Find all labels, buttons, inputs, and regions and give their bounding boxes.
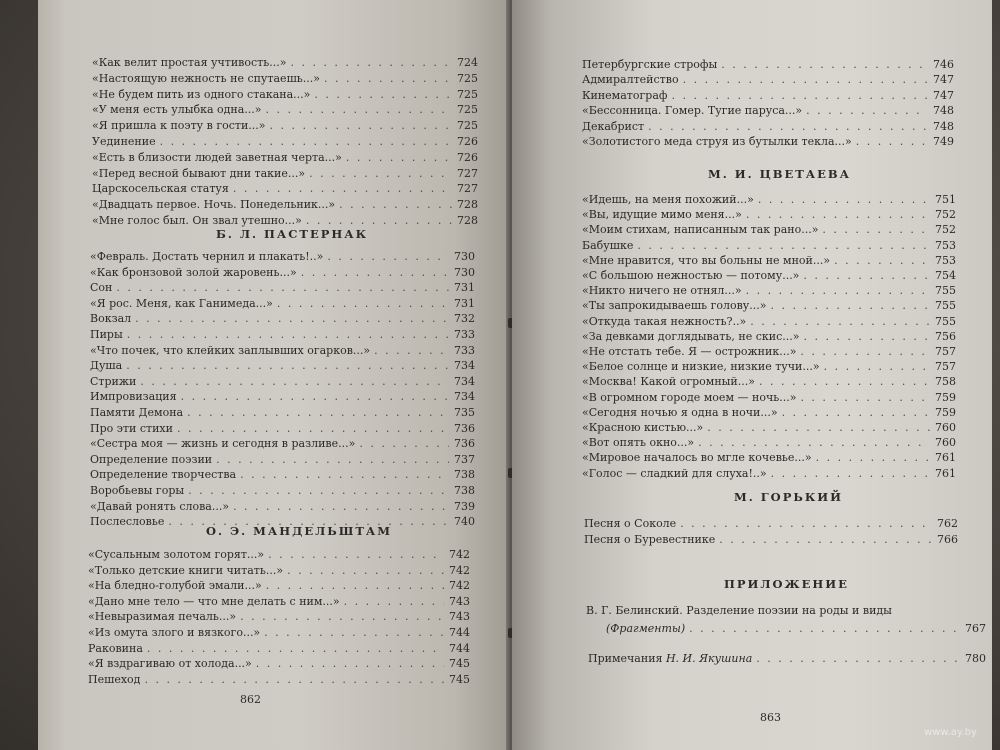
toc-entry (582, 330, 956, 344)
entry-page-number: 725 (457, 103, 478, 117)
entry-page-number: 759 (935, 390, 956, 404)
entry-page-number: 748 (933, 119, 954, 133)
toc-entry (582, 284, 956, 298)
entry-title: «Вот опять окно...» (582, 436, 695, 450)
toc-entry (582, 104, 954, 118)
toc-entry (88, 673, 470, 687)
page-number-left: 862 (240, 693, 261, 706)
toc-entry (584, 517, 958, 531)
toc-entry (90, 375, 475, 389)
entry-title: «Вы, идущие мимо меня...» (582, 208, 742, 222)
entry-page-number: 761 (935, 466, 956, 480)
entry-page-number: 760 (935, 421, 956, 434)
entry-title: «Я рос. Меня, как Ганимеда...» (90, 296, 273, 310)
entry-page-number: 754 (935, 269, 956, 282)
entry-page-number: 726 (457, 150, 478, 164)
toc-entry (92, 214, 478, 228)
entry-title: «Голос — сладкий для слуха!..» (582, 466, 767, 480)
entry-title: «Как велит простая учтивость...» (92, 56, 287, 69)
entry-page-number: 732 (454, 312, 475, 326)
toc-entry (92, 56, 478, 70)
entry-title: «Золотистого меда струя из бутылки текла...» (582, 135, 852, 148)
toc-entry (584, 533, 958, 547)
toc-entry (90, 468, 475, 482)
entry-title: «Что почек, что клейких заплывших огарков...» (90, 343, 371, 357)
entry-page-number: 753 (935, 238, 956, 252)
toc-entry (92, 103, 478, 117)
entry-page-number: 780 (965, 652, 986, 665)
toc-entry (582, 315, 956, 329)
entry-title: Бабушке (582, 238, 634, 252)
toc-entry (90, 422, 475, 436)
entry-page-number: 766 (937, 533, 958, 546)
toc-entry (582, 360, 956, 374)
toc-entry (582, 120, 954, 134)
entry-page-number: 738 (454, 484, 475, 497)
toc-entry (582, 436, 956, 450)
entry-page-number: 730 (454, 265, 475, 279)
entry-page-number: 726 (457, 135, 478, 148)
toc-entry (582, 345, 956, 359)
entry-title: Вокзал (90, 312, 132, 326)
entry-title: «Сусальным золотом горят...» (88, 548, 265, 561)
entry-page-number: 761 (935, 451, 956, 465)
entry-page-number: 735 (454, 406, 475, 419)
entry-title: Душа (90, 359, 123, 373)
entry-title: «Невыразимая печаль...» (88, 610, 237, 624)
entry-title: «У меня есть улыбка одна...» (92, 103, 262, 117)
entry-title: В. Г. Белинский. Разделение поэзии на роды и виды (586, 604, 892, 617)
toc-entry (582, 451, 956, 465)
entry-page-number: 734 (454, 374, 475, 388)
entry-page-number: 745 (449, 672, 470, 686)
entry-title: «Давай ронять слова...» (90, 499, 230, 513)
toc-entry (582, 135, 954, 149)
entry-page-number: 748 (933, 104, 954, 118)
entry-page-number: 725 (457, 119, 478, 133)
toc-entry (92, 182, 478, 196)
toc-entry (90, 437, 475, 451)
toc-entry (582, 269, 956, 283)
entry-page-number: 734 (454, 359, 475, 373)
entry-title: «Бессонница. Гомер. Тугие паруса...» (582, 104, 803, 118)
entry-page-number: 747 (933, 73, 954, 87)
entry-title: Стрижи (90, 374, 137, 388)
toc-entry (90, 484, 475, 498)
entry-title: «Москва! Какой огромный...» (582, 375, 755, 389)
toc-entry (582, 299, 956, 313)
entry-page-number: 733 (454, 328, 475, 341)
entry-title: Послесловье (90, 515, 165, 529)
toc-entry (90, 266, 475, 280)
entry-page-number: 746 (933, 58, 954, 71)
entry-page-number: 725 (457, 87, 478, 101)
entry-title: Определение поэзии (90, 452, 213, 466)
toc-entry (88, 595, 470, 609)
entry-page-number: 742 (449, 579, 470, 593)
toc-entry (582, 375, 956, 389)
entry-title: Сон (90, 281, 113, 295)
entry-title: «Из омута злого и вязкого...» (88, 626, 261, 639)
toc-entry (88, 626, 470, 640)
entry-title: «Перед весной бывают дни такие...» (92, 166, 306, 180)
entry-title: «Мне голос был. Он звал утешно...» (92, 214, 302, 227)
appendix-belinsky-entry (586, 604, 976, 618)
entry-page-number: 749 (933, 135, 954, 148)
entry-page-number: 727 (457, 182, 478, 196)
toc-entry (90, 390, 475, 404)
toc-entry (90, 406, 475, 420)
entry-title: Про эти стихи (90, 421, 173, 435)
entry-title: Пешеход (88, 672, 141, 686)
entry-title: «Только детские книги читать...» (88, 563, 284, 577)
entry-page-number: 747 (933, 88, 954, 102)
toc-entry (90, 297, 475, 311)
entry-page-number: 762 (937, 517, 958, 530)
entry-page-number: 731 (454, 281, 475, 295)
entry-page-number: 744 (449, 626, 470, 639)
entry-title: «Мировое началось во мгле кочевье...» (582, 451, 812, 465)
page-number-right: 863 (760, 711, 781, 724)
toc-entry (92, 167, 478, 181)
entry-title: Адмиралтейство (582, 73, 679, 87)
entry-title: Определение творчества (90, 468, 237, 482)
toc-entry (92, 119, 478, 133)
toc-entry (90, 359, 475, 373)
author-heading-mandelshtam: О. Э. МАНДЕЛЬШТАМ (206, 524, 393, 538)
entry-title: «Есть в близости людей заветная черта...» (92, 150, 342, 164)
entry-title: Раковина (88, 641, 143, 655)
entry-page-number: 757 (935, 345, 956, 358)
entry-title: «За девками доглядывать, не скис...» (582, 329, 800, 343)
toc-entry (90, 344, 475, 358)
entry-title: «Моим стихам, написанным так рано...» (582, 223, 819, 237)
entry-title: «С большою нежностью — потому...» (582, 269, 800, 282)
entry-page-number: 745 (449, 657, 470, 671)
entry-page-number: 758 (935, 375, 956, 389)
entry-title: «Ты запрокидываешь голову...» (582, 299, 767, 313)
entry-title: Песня о Буревестнике (584, 533, 716, 546)
entry-subtitle: (Фрагменты) (606, 622, 686, 635)
toc-entry (88, 564, 470, 578)
entry-title: «Не будем пить из одного стакана...» (92, 87, 311, 101)
entry-page-number: 753 (935, 253, 956, 267)
toc-entry (582, 239, 956, 253)
toc-entry (582, 89, 954, 103)
entry-title: «Я вздрагиваю от холода...» (88, 657, 252, 671)
toc-entry (90, 312, 475, 326)
toc-entry (88, 657, 470, 671)
author-heading-gorky: М. ГОРЬКИЙ (734, 490, 844, 504)
toc-entry (582, 391, 956, 405)
entry-title: Царскосельская статуя (92, 182, 229, 196)
entry-title: Памяти Демона (90, 406, 184, 419)
entry-page-number: 731 (454, 296, 475, 310)
author-heading-tsvetaeva: М. И. ЦВЕТАЕВА (708, 167, 851, 181)
entry-title: Песня о Соколе (584, 517, 677, 530)
toc-entry (582, 208, 956, 222)
toc-entry (582, 193, 956, 207)
toc-entry (582, 421, 956, 435)
entry-page-number: 755 (935, 299, 956, 313)
entry-page-number: 744 (449, 641, 470, 655)
entry-title: Воробьевы горы (90, 484, 185, 497)
watermark: www.ay.by (924, 727, 977, 738)
entry-title: «Настоящую нежность не спутаешь...» (92, 71, 320, 85)
entry-page-number: 738 (454, 468, 475, 482)
entry-page-number: 752 (935, 223, 956, 237)
toc-entry (582, 406, 956, 420)
toc-entry (582, 58, 954, 72)
entry-title: Примечания Н. И. Якушина (588, 652, 753, 665)
entry-page-number: 740 (454, 515, 475, 529)
entry-title: Импровизация (90, 390, 177, 404)
entry-page-number: 755 (935, 314, 956, 328)
entry-page-number: 728 (457, 198, 478, 212)
entry-title: «На бледно-голубой эмали...» (88, 579, 262, 593)
entry-title: «Идешь, на меня похожий...» (582, 193, 754, 206)
entry-title: «Откуда такая нежность?..» (582, 314, 747, 328)
entry-page-number: 752 (935, 208, 956, 222)
toc-entry (92, 72, 478, 86)
toc-entry (88, 579, 470, 593)
toc-entry (90, 250, 475, 264)
entry-page-number: 730 (454, 250, 475, 263)
right-page (512, 0, 992, 750)
entry-page-number: 743 (449, 610, 470, 624)
toc-entry (88, 642, 470, 656)
entry-title: «Не отстать тебе. Я — острожник...» (582, 345, 797, 358)
entry-page-number: 751 (935, 193, 956, 206)
entry-page-number: 760 (935, 436, 956, 450)
entry-title: «Красною кистью...» (582, 421, 704, 434)
author-heading-pasternak: Б. Л. ПАСТЕРНАК (216, 227, 369, 241)
entry-title: «Как бронзовой золой жаровень...» (90, 265, 297, 279)
left-page (38, 0, 510, 750)
appendix-notes-entry (588, 652, 986, 666)
entry-title: «Мне нравится, что вы больны не мной...» (582, 253, 831, 267)
entry-page-number: 737 (454, 452, 475, 466)
toc-entry (90, 281, 475, 295)
entry-page-number: 742 (449, 548, 470, 561)
entry-title: «Сестра моя — жизнь и сегодня в разливе...» (90, 437, 356, 451)
entry-page-number: 755 (935, 284, 956, 298)
entry-page-number: 759 (935, 405, 956, 419)
toc-entry (92, 151, 478, 165)
entry-title: «Белое солнце и низкие, низкие тучи...» (582, 360, 820, 374)
toc-entry (582, 73, 954, 87)
entry-page-number: 725 (457, 71, 478, 85)
entry-title: Декабрист (582, 119, 645, 133)
toc-entry (90, 500, 475, 514)
toc-entry (90, 453, 475, 467)
entry-page-number: 757 (935, 360, 956, 374)
entry-page-number: 756 (935, 329, 956, 343)
toc-entry (88, 610, 470, 624)
entry-page-number: 727 (457, 166, 478, 180)
entry-title: Пиры (90, 328, 123, 341)
entry-page-number: 742 (449, 563, 470, 577)
entry-title: Кинематограф (582, 88, 668, 102)
toc-entry (92, 88, 478, 102)
entry-title: «Никто ничего не отнял...» (582, 284, 742, 298)
entry-title: Петербургские строфы (582, 58, 718, 71)
entry-page-number: 734 (454, 390, 475, 404)
entry-page-number: 728 (457, 214, 478, 227)
entry-page-number: 724 (457, 56, 478, 69)
entry-title: «Февраль. Достать чернил и плакать!..» (90, 250, 324, 263)
entry-title: «Дано мне тело — что мне делать с ним...» (88, 594, 340, 608)
entry-page-number: 739 (454, 499, 475, 513)
appendix-belinsky-subtitle-entry (606, 622, 986, 636)
entry-page-number: 736 (454, 421, 475, 435)
entry-page-number: 736 (454, 437, 475, 451)
entry-title: «Двадцать первое. Ночь. Понедельник...» (92, 198, 336, 212)
entry-title: «Сегодня ночью я одна в ночи...» (582, 405, 778, 419)
toc-entry (582, 254, 956, 268)
entry-title: «В огромном городе моем — ночь...» (582, 390, 797, 404)
appendix-heading: ПРИЛОЖЕНИЕ (724, 577, 849, 591)
entry-page-number: 743 (449, 594, 470, 608)
toc-entry (92, 198, 478, 212)
toc-entry (92, 135, 478, 149)
toc-entry (90, 328, 475, 342)
entry-page-number: 733 (454, 343, 475, 357)
entry-page-number: 767 (965, 622, 986, 635)
toc-entry (88, 548, 470, 562)
toc-entry (90, 515, 475, 529)
entry-title: «Я пришла к поэту в гости...» (92, 119, 266, 133)
toc-entry (582, 467, 956, 481)
toc-entry (582, 223, 956, 237)
entry-title: Уединение (92, 135, 156, 148)
